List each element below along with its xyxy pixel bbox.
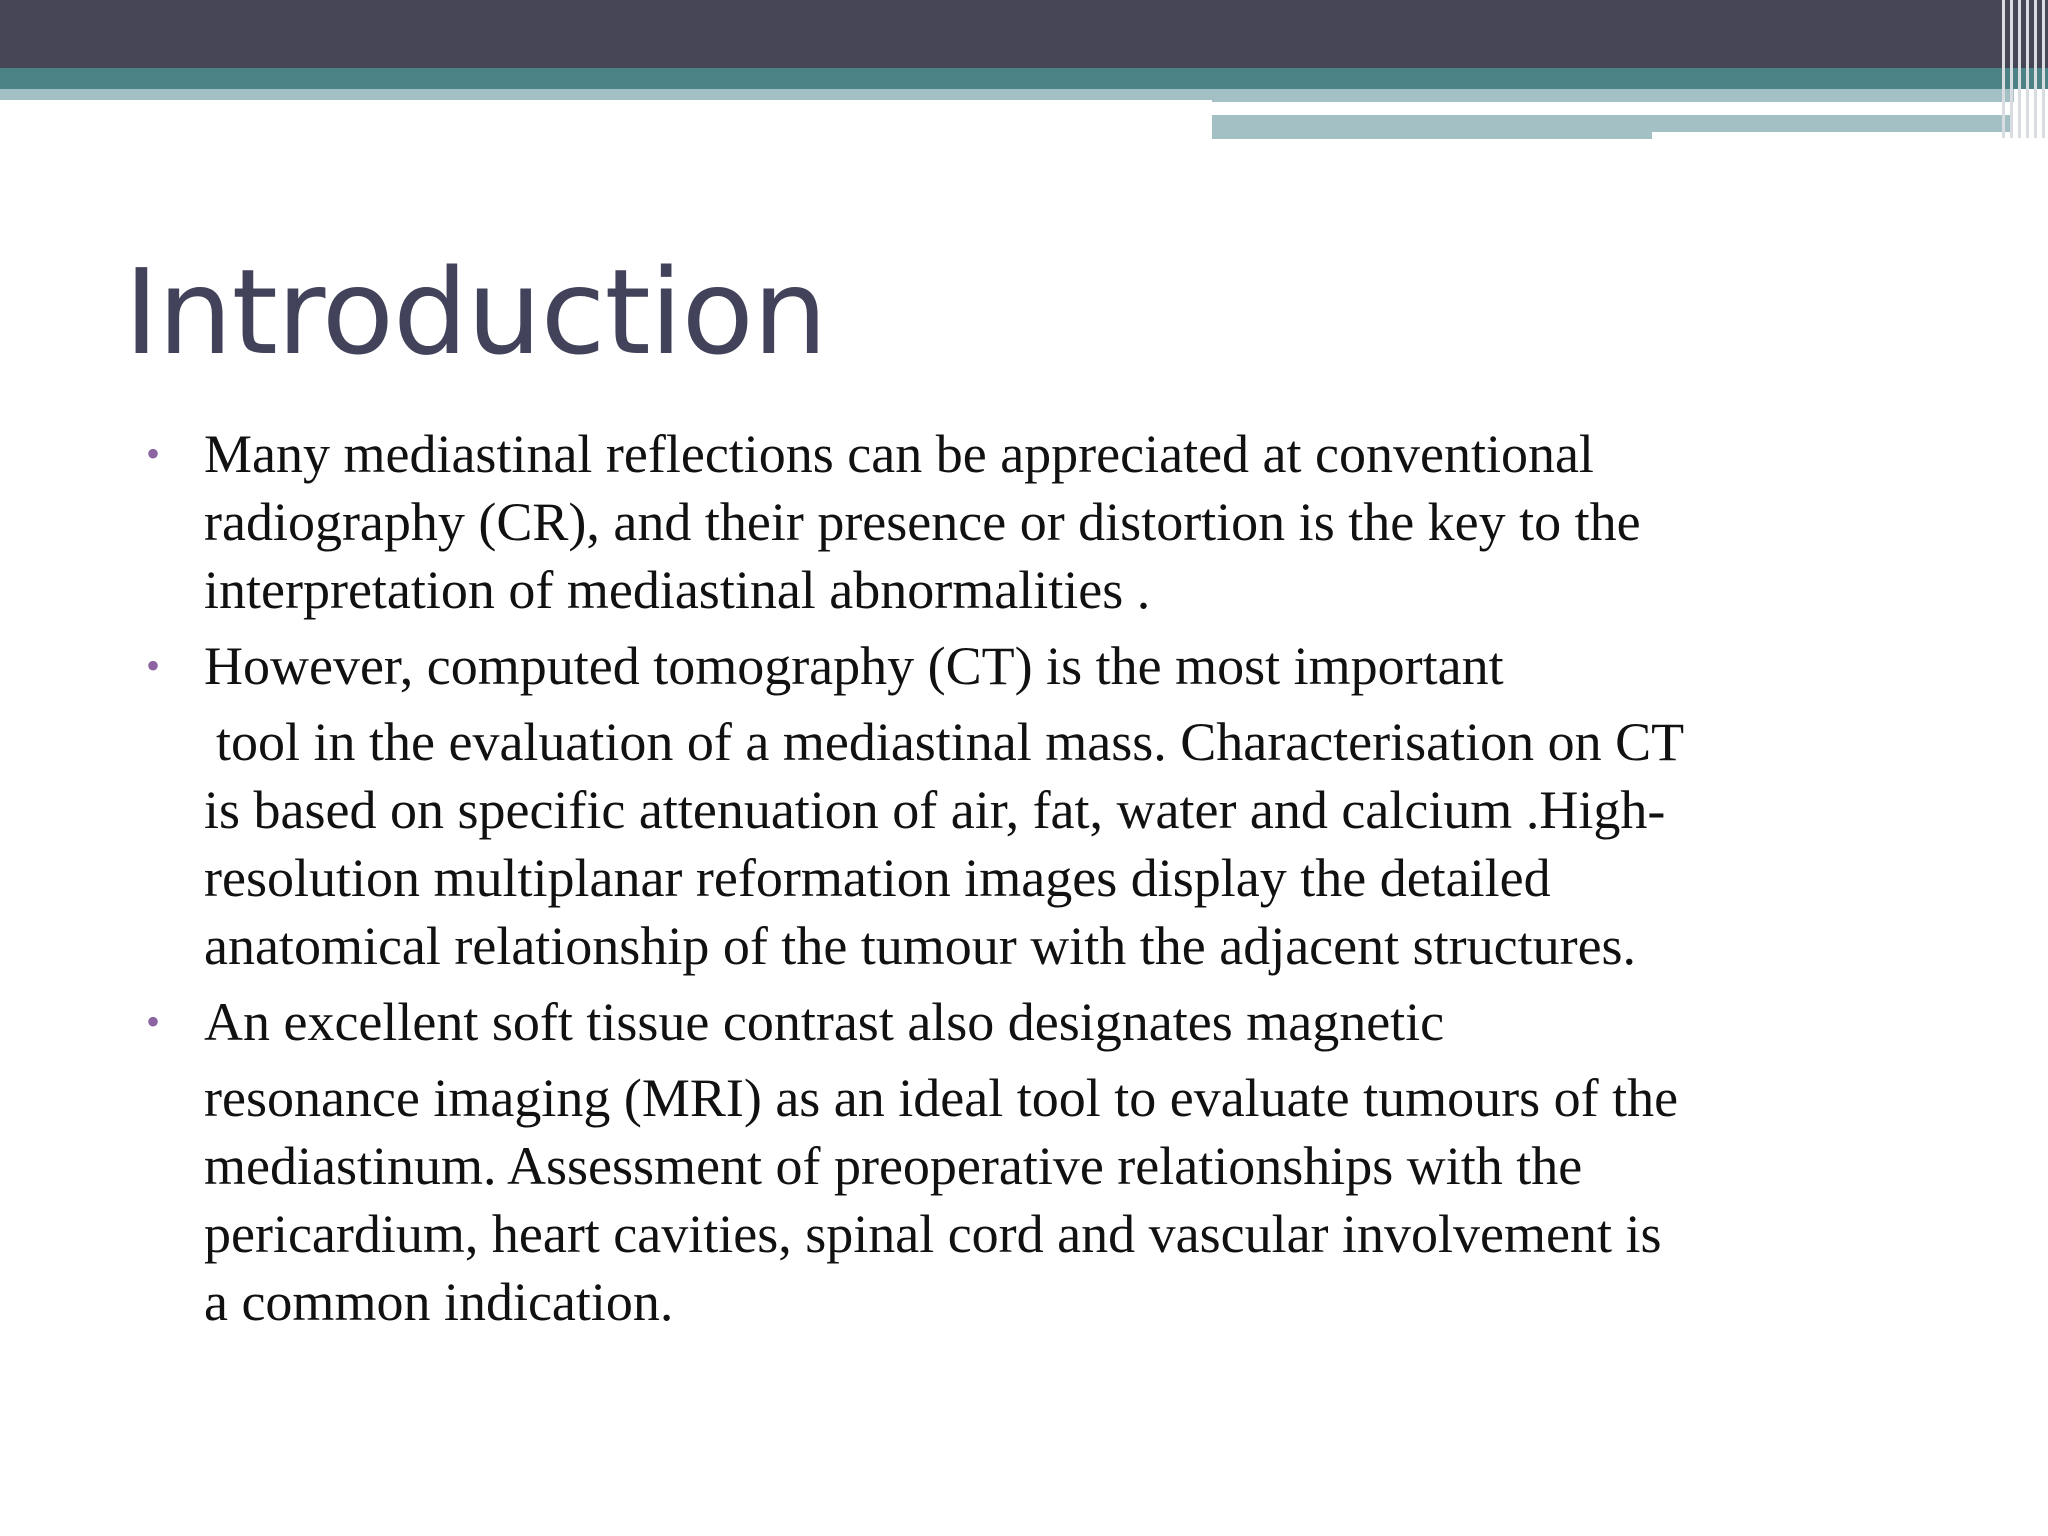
header-pale-band-left xyxy=(0,89,1212,100)
slide-title: Introduction xyxy=(124,243,827,381)
bullet-icon: • xyxy=(146,431,161,476)
bullet-list xyxy=(146,420,1936,1336)
bullet-line: radiography (CR), and their presence or distortion is the key to the xyxy=(204,492,1641,552)
bullet-icon: • xyxy=(146,999,161,1044)
bullet-item xyxy=(146,420,1936,624)
bullet-item xyxy=(146,632,1936,980)
bullet-line: However, computed tomography (CT) is the most important xyxy=(204,636,1504,696)
header-pale-band-right xyxy=(1212,89,2014,102)
bullet-line: An excellent soft tissue contrast also designates magnetic xyxy=(204,992,1445,1052)
bullet-line: mediastinum. Assessment of preoperative relationships with the xyxy=(204,1136,1583,1196)
bullet-icon: • xyxy=(146,643,161,688)
header-pale-strip xyxy=(1212,115,1652,139)
header-dark-bar xyxy=(0,0,2048,68)
bullet-line: anatomical relationship of the tumour with the adjacent structures. xyxy=(204,916,1637,976)
bullet-line: resolution multiplanar reformation images display the detailed xyxy=(204,848,1551,908)
bullet-line: a common indication. xyxy=(204,1272,674,1332)
header-teal-band xyxy=(0,68,2048,89)
header-pale-strip-end xyxy=(1652,115,2012,132)
bullet-line: is based on specific attenuation of air, fat, water and calcium .High- xyxy=(204,780,1666,840)
bullet-item xyxy=(146,988,1936,1336)
bullet-line: pericardium, heart cavities, spinal cord and vascular involvement is xyxy=(204,1204,1662,1264)
bullet-line: tool in the evaluation of a mediastinal mass. Characterisation on CT xyxy=(216,712,1685,772)
bullet-line: Many mediastinal reflections can be appreciated at conventional xyxy=(204,424,1594,484)
bullet-line: interpretation of mediastinal abnormalities . xyxy=(204,560,1151,620)
bullet-line: resonance imaging (MRI) as an ideal tool to evaluate tumours of the xyxy=(204,1068,1679,1128)
header-edge-stripes xyxy=(2000,0,2048,138)
